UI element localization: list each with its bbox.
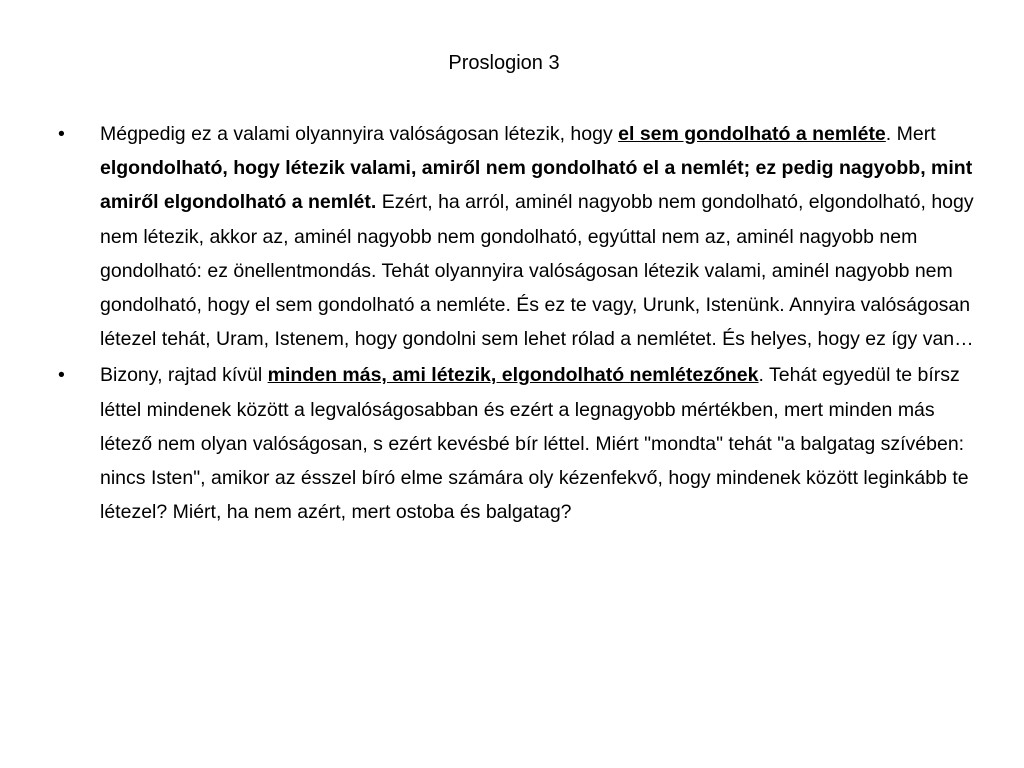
paragraph-1-emphasis-bold: elgondolható, hogy létezik valami, amiről nem gondolható el a nemlét; ez pedig nagyobb, mint amiről elgondolható a nemlét.: [100, 157, 973, 214]
bullet-list: [58, 117, 988, 531]
paragraph-2: [58, 358, 988, 529]
paragraph-2-emphasis-underlined: minden más, ami létezik, elgondolható nemlétezőnek: [267, 364, 759, 387]
paragraph-1-emphasis-underlined: el sem gondolható a nemléte: [618, 123, 886, 145]
paragraph-1-segment-3: . Mert: [885, 123, 936, 145]
paragraph-1-segment-1: Mégpedig ez a valami olyannyira valóságosan létezik, hogy: [100, 123, 619, 145]
paragraph-2-segment-1: Bizony, rajtad kívül: [100, 364, 268, 387]
paragraph-1-segment-5: Ezért, ha arról, aminél nagyobb nem gondolható, elgondolható, hogy nem létezik, akkor az, aminél nagyobb nem gondolható, egyúttal nem az, aminél nagyobb nem gondolható: ez önellentmondás. Tehát olyannyira valóságosan létezik valami, aminél nagyobb nem gondolható, hogy el sem gondolható a nemléte. És ez te vagy, Urunk, Istenünk. Annyira valóságosan létezel tehát, Uram, Istenem, hogy gondolni sem lehet rólad a nemlétet. És helyes, hogy ez így van…: [100, 191, 974, 351]
bullet-icon: •: [58, 123, 65, 145]
slide-title: Proslogion 3: [448, 52, 560, 74]
paragraph-2-segment-3: . Tehát egyedül te bírsz léttel mindenek között a legvalóságosabban és ezért a legnagyobb mértékben, mert minden más létező nem olyan valóságosan, s ezért kevésbé bír léttel. Miért "mondta" tehát "a balgatag szívében: nincs Isten", amikor az ésszel bíró elme számára oly kézenfekvő, hogy mindenek között leginkább te létezel? Miért, ha nem azért, mert ostoba és balgatag?: [100, 364, 969, 524]
bullet-icon: •: [58, 364, 65, 387]
paragraph-1: [58, 117, 988, 356]
